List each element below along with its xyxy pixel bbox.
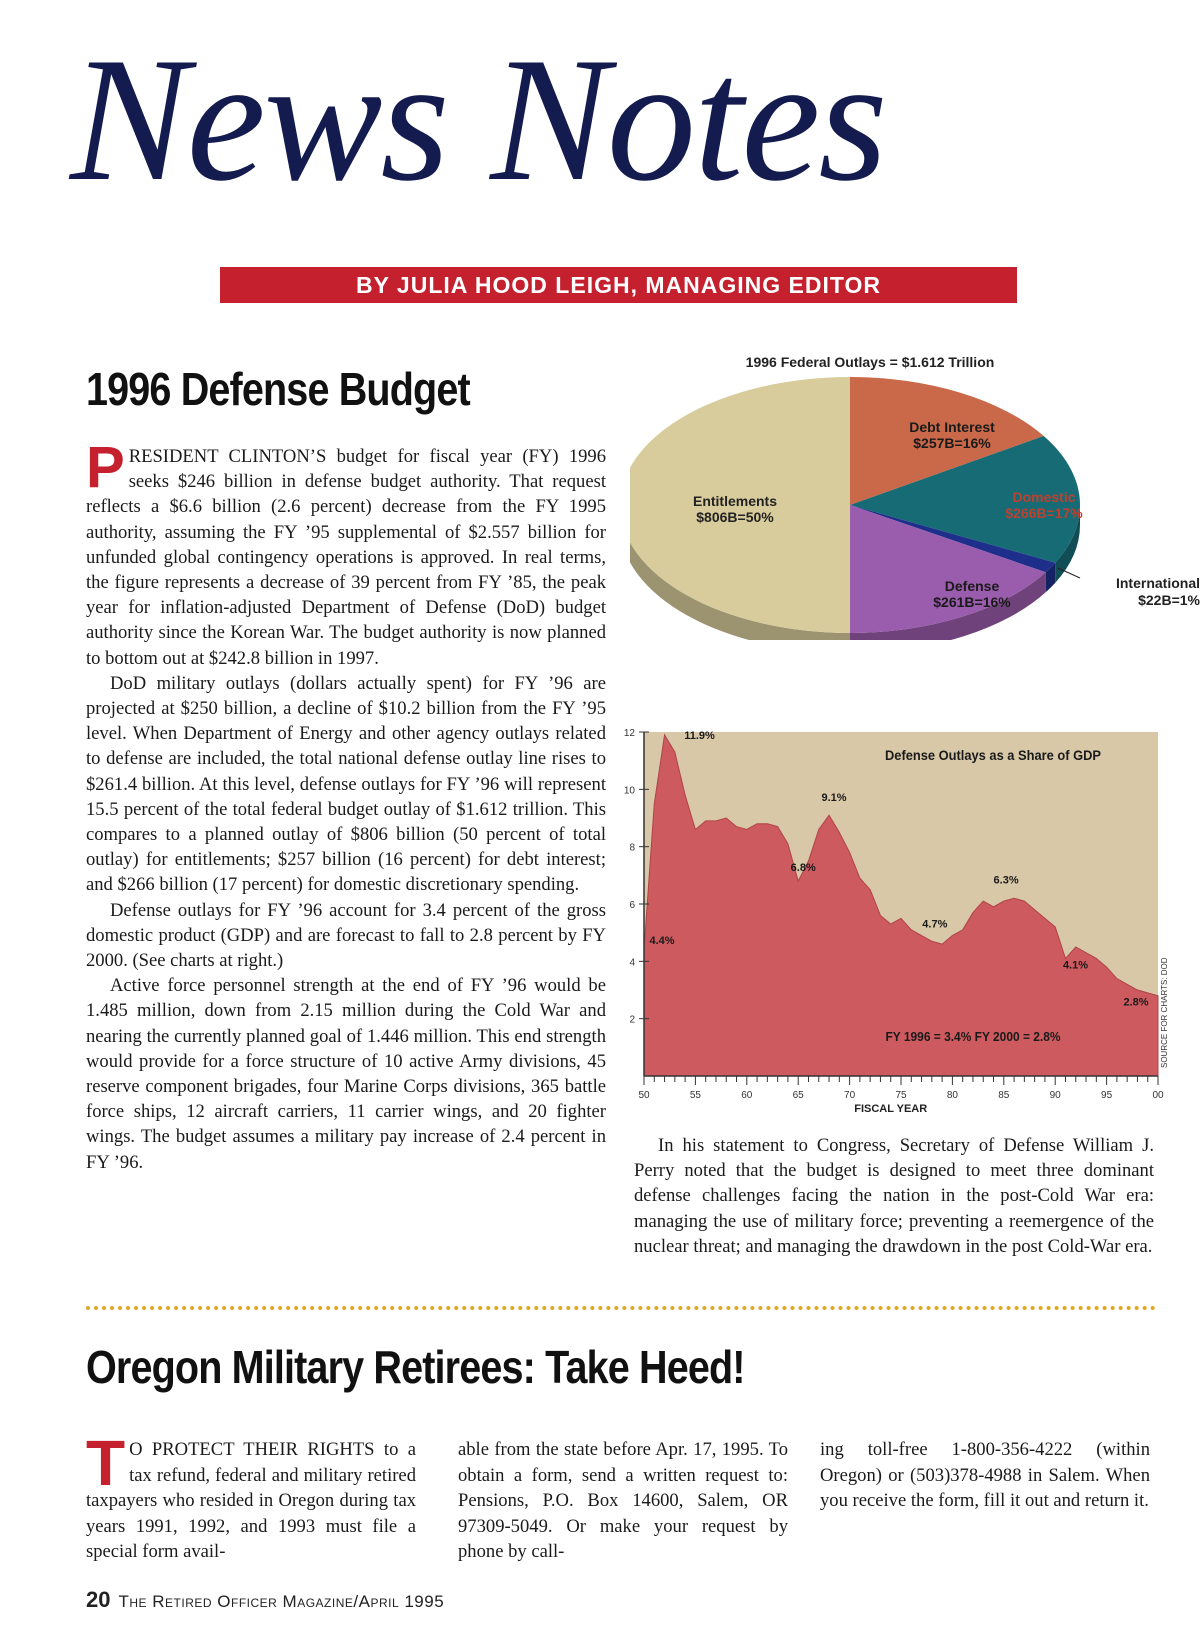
y-tick-label: 2: [629, 1014, 635, 1026]
x-tick-label: 65: [792, 1090, 804, 1101]
pie-label-name: Domestic: [1012, 489, 1076, 505]
pie-label-value: $266B=17%: [1005, 505, 1083, 521]
article-paragraph: Active force personnel strength at the end of FY ’96 would be 1.485 million, down from 2.15 million during the Cold War and nearing the currently planned goal of 1.446 million. This end strength would provide for a force structure of 10 active Army divisions, 45 reserve component brigades, four Marine Corps divisions, 365 battle force ships, 12 aircraft carriers, 11 carrier wings, and 20 fighter wings. The budget assumes a military pay increase of 2.4 percent in FY ’96.: [86, 975, 606, 1173]
paragraph-text: to a tax refund, federal and military retired taxpayers who resided in Oregon during tax years 1991, 1992, and 1993 must file a special form avail-: [86, 1439, 417, 1563]
magazine-credit: The Retired Officer Magazine/April 1995: [118, 1592, 445, 1611]
pie-label-name: Entitlements: [692, 493, 778, 509]
y-tick-label: 8: [629, 842, 635, 854]
pie-label-value: $261B=16%: [933, 594, 1011, 610]
article-headline: 1996 Defense Budget: [86, 363, 470, 415]
y-tick-label: 12: [623, 728, 635, 739]
paragraph-text: budget for fiscal year (FY) 1996 seeks $246 billion in defense budget authority. That request reflects a $6.6 billion (2.6 percent) decrease from the FY 1995 authority, assuming the FY ’95 supplemental of $2.557 billion for unfunded global contingency operations is approved. In real terms, the figure represents a decrease of 39 percent from FY ’85, the peak year for inflation-adjusted Department of Defense (DoD) budget authority since the Korean War. The budget authority is now planned to bottom out at $242.8 billion in 1997.: [86, 446, 607, 669]
data-point-label: 4.4%: [649, 934, 675, 947]
article-column-2: able from the state before Apr. 17, 1995. To obtain a form, send a written request to: Pensions, P.O. Box 14600, Salem, OR 97309-5049. Or make your request by phone by call-: [458, 1439, 788, 1563]
article-headline: Oregon Military Retirees: Take Heed!: [86, 1341, 745, 1393]
article-body-left-column: [86, 435, 607, 1175]
x-tick-label: 00: [1152, 1090, 1164, 1101]
pie-label-name: Defense: [944, 578, 1000, 594]
article-paragraph: DoD military outlays (dollars actually spent) for FY ’96 are projected at $250 billion, a decline of $10.2 billion from the FY ’95 level. When Department of Energy and other agency outlays related to defense are included, the total national defense outlay line rises to $261.4 billion. At this level, defense outlays for FY ’96 will represent 15.5 percent of the total federal budget outlay of $1.612 trillion. This compares to a planned outlay of $806 billion (50 percent of total outlay) for entitlements; $257 billion (16 percent) for debt interest; and $266 billion (17 percent) for domestic discretionary spending.: [86, 672, 606, 896]
pie-label-value: $257B=16%: [913, 435, 991, 451]
masthead-title: News Notes: [70, 20, 886, 218]
x-tick-label: 55: [689, 1090, 701, 1101]
lead-in-caps: RESIDENT CLINTON’S: [128, 446, 327, 467]
defense-gdp-area-chart: [618, 728, 1170, 1118]
section-divider: [86, 1306, 1156, 1310]
data-point-label: 9.1%: [821, 792, 847, 805]
data-point-label: 6.8%: [790, 862, 816, 875]
chart-title: 1996 Federal Outlays = $1.612 Trillion: [745, 355, 995, 370]
pie-label-name: International: [1115, 575, 1200, 591]
chart-source-note: SOURCE FOR CHARTS: DOD: [1160, 957, 1169, 1068]
data-point-label: 2.8%: [1123, 996, 1149, 1009]
pie-label-value: $22B=1%: [1138, 592, 1200, 608]
data-point-label: 6.3%: [993, 874, 1019, 887]
x-tick-label: 70: [844, 1090, 856, 1101]
x-tick-label: 75: [895, 1090, 907, 1101]
pie-label-name: Debt Interest: [909, 419, 995, 435]
drop-cap: T: [86, 1427, 126, 1499]
pie-label-value: $806B=50%: [696, 509, 774, 525]
article-body-right-column: [634, 1133, 1154, 1259]
article-paragraph: In his statement to Congress, Secretary of Defense William J. Perry noted that the budget is designed to meet three dominant defense challenges facing the nation in the post-Cold War era: managing the use of military force; preventing a reemergence of the nuclear threat; and managing the drawdown in the post Cold-War era.: [634, 1135, 1154, 1257]
x-tick-label: 50: [638, 1090, 650, 1101]
article-column-3: ing toll-free 1-800-356-4222 (within Oregon) or (503)378-4988 in Salem. When you receive the form, fill it out and return it.: [820, 1439, 1150, 1512]
x-tick-label: 95: [1101, 1090, 1113, 1101]
data-point-label: 4.1%: [1062, 959, 1089, 972]
x-axis-label: FISCAL YEAR: [854, 1103, 928, 1115]
article-paragraph: Defense outlays for FY ’96 account for 3.4 percent of the gross domestic product (GDP) and are forecast to fall to 2.8 percent by FY 2000. (See charts at right.): [86, 899, 606, 972]
article-column-1: [86, 1427, 417, 1565]
lead-in-caps: O PROTECT THEIR RIGHTS: [129, 1439, 375, 1460]
byline-banner: BY JULIA HOOD LEIGH, MANAGING EDITOR: [220, 267, 1017, 303]
y-tick-label: 6: [629, 900, 635, 911]
data-point-label: 11.9%: [684, 729, 715, 742]
y-tick-label: 4: [629, 957, 635, 969]
x-tick-label: 80: [946, 1090, 958, 1101]
data-point-label: 4.7%: [922, 918, 948, 931]
chart-annotation: FY 1996 = 3.4% FY 2000 = 2.8%: [885, 1029, 1061, 1045]
chart-title: Defense Outlays as a Share of GDP: [885, 747, 1101, 764]
drop-cap: P: [86, 435, 125, 500]
page-footer: [86, 1587, 444, 1613]
x-tick-label: 60: [741, 1090, 753, 1101]
x-tick-label: 90: [1049, 1090, 1061, 1101]
article-paragraph: [86, 435, 607, 671]
x-tick-label: 85: [998, 1090, 1010, 1101]
federal-outlays-pie-chart: [630, 355, 1200, 640]
page-number: 20: [86, 1587, 111, 1612]
y-tick-label: 10: [623, 785, 635, 797]
